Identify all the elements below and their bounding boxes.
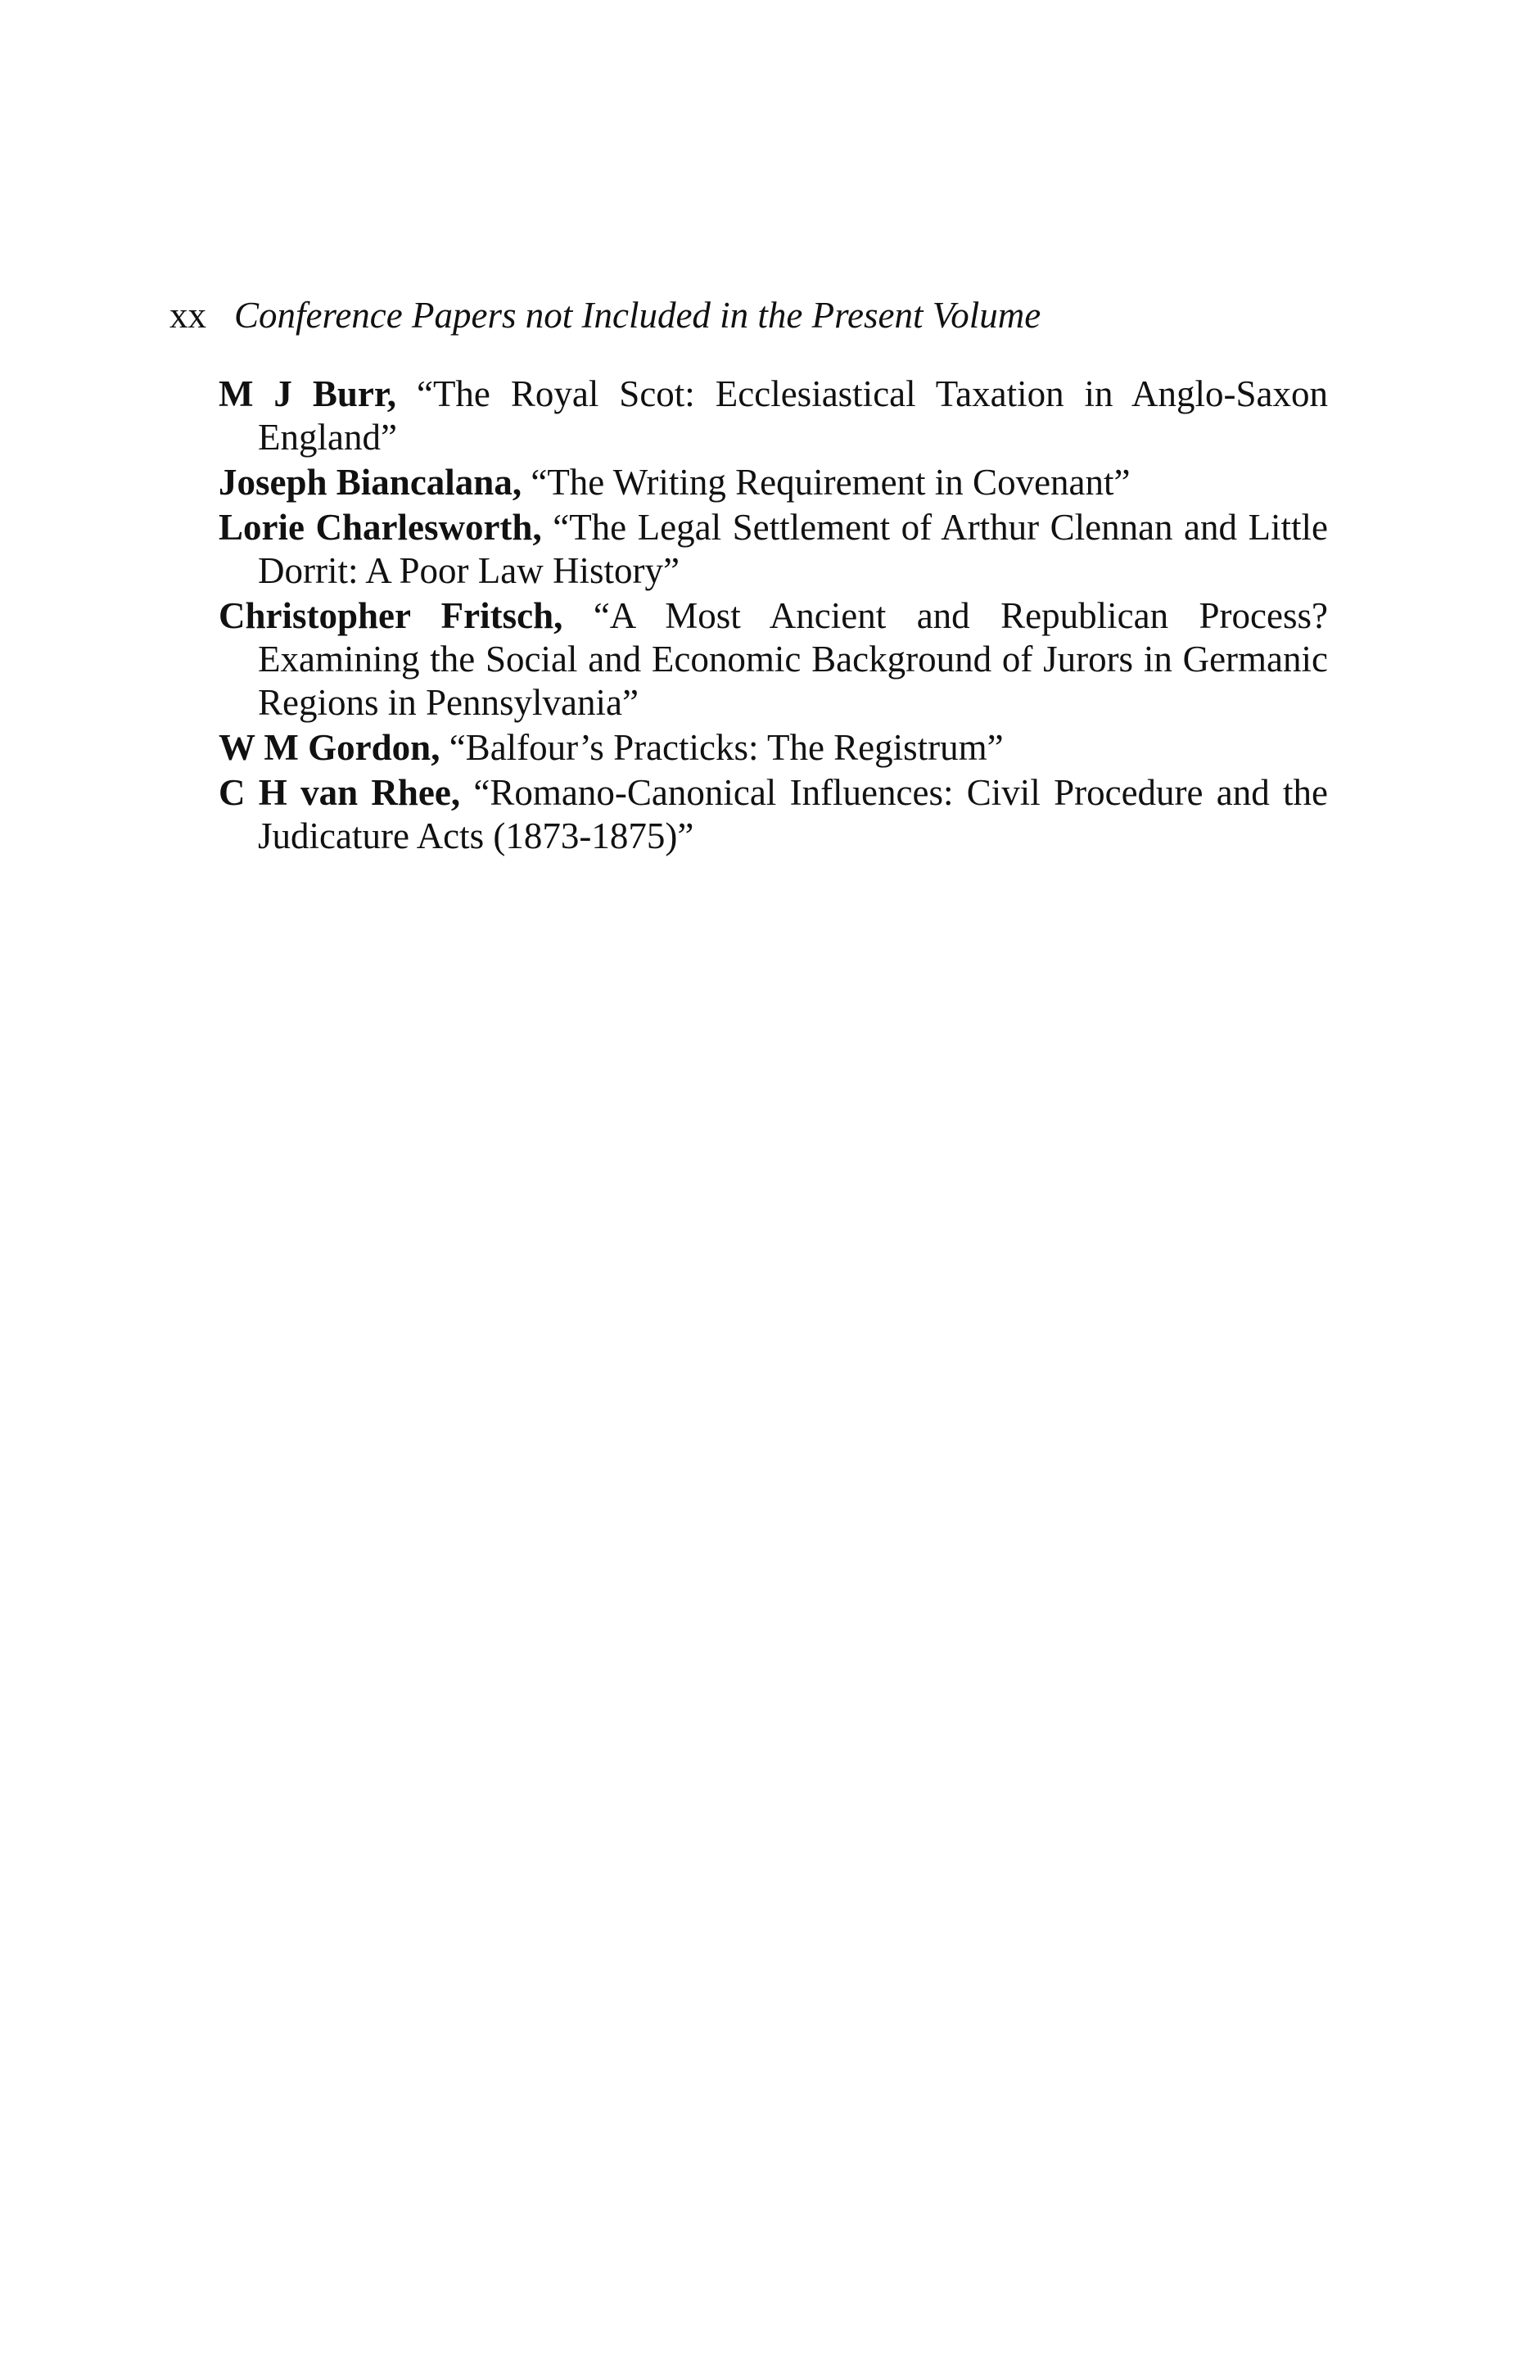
paper-author: W M Gordon, [219, 727, 440, 768]
paper-entry [219, 461, 1328, 504]
running-head-title: Conference Papers not Included in the Present Volume [234, 295, 1041, 336]
page-number: xx [169, 295, 206, 336]
paper-author: M J Burr, [219, 373, 396, 414]
paper-entry [219, 771, 1328, 858]
paper-title: “A Most Ancient and Republican Process? Examining the Social and Economic Background of Jurors in Germanic Regions in Pennsylvania” [258, 595, 1328, 723]
running-head [169, 291, 1041, 340]
paper-title: “Balfour’s Practicks: The Registrum” [449, 727, 1004, 768]
paper-author: Lorie Charlesworth, [219, 507, 542, 548]
paper-author: Christopher Fritsch, [219, 595, 563, 636]
paper-title: “The Writing Requirement in Covenant” [531, 462, 1131, 503]
paper-entry [219, 726, 1328, 770]
paper-list [219, 373, 1328, 860]
paper-entry [219, 594, 1328, 725]
paper-title: “The Legal Settlement of Arthur Clennan and Little Dorrit: A Poor Law History” [258, 507, 1329, 591]
paper-entry [219, 373, 1328, 459]
paper-title: “The Royal Scot: Ecclesiastical Taxation in Anglo-Saxon England” [258, 373, 1328, 458]
paper-author: Joseph Biancalana, [219, 462, 522, 503]
paper-author: C H van Rhee, [219, 772, 461, 813]
paper-title: “Romano-Canonical Influences: Civil Procedure and the Judicature Acts (1873-1875)” [258, 772, 1329, 856]
paper-entry [219, 506, 1328, 593]
